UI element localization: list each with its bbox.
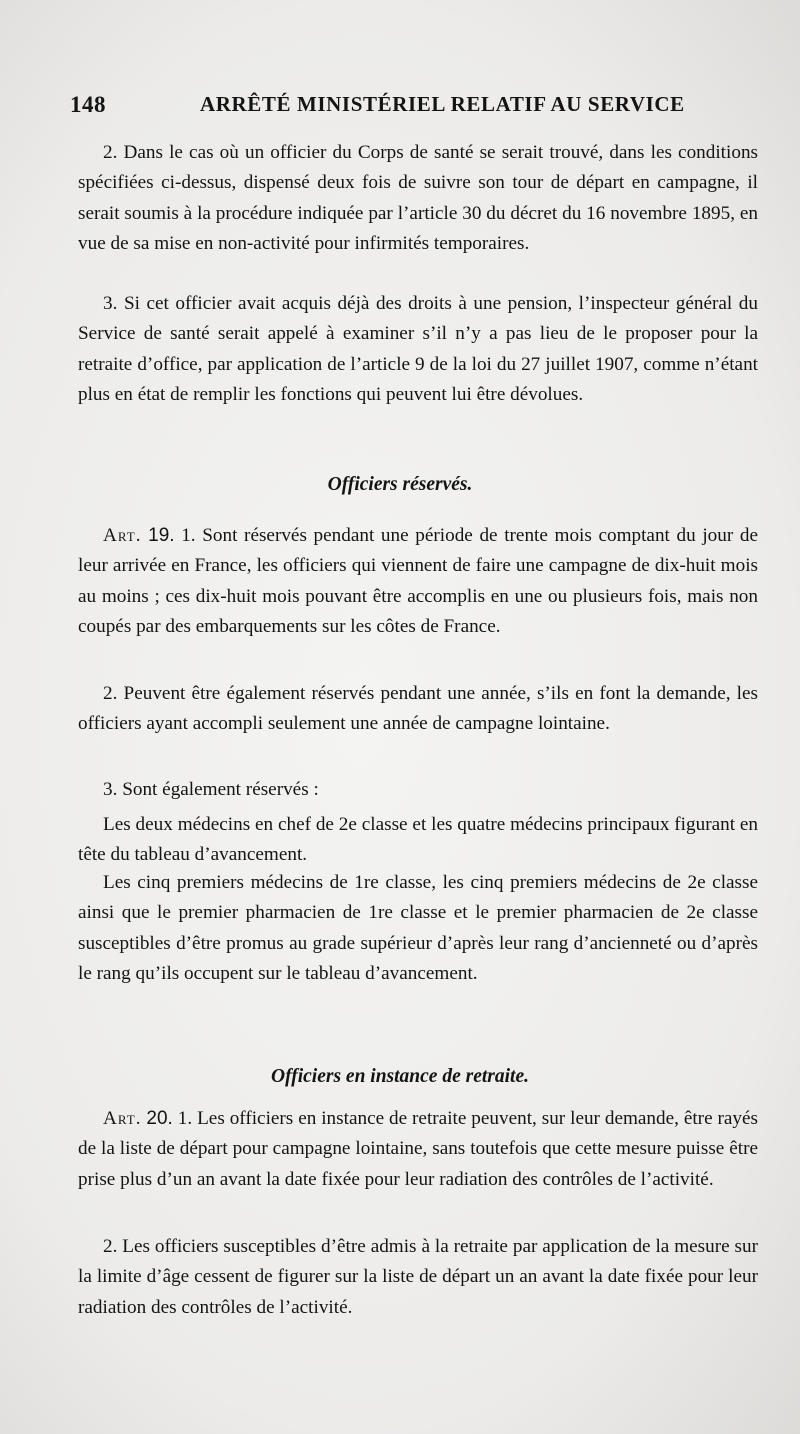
article-19-paragraph-3: 3. Sont également réservés : [103, 779, 319, 800]
page-number: 148 [70, 92, 106, 117]
article-label: Art. [103, 1108, 142, 1129]
section-heading-officiers-reserves: Officiers réservés. [327, 474, 473, 495]
article-19-paragraph-5: Les cinq premiers médecins de 1re classe, les cinq premiers médecins de 2e classe ainsi que le premier pharmacien de 1re classe et le premier pharmacien de 2e classe susceptibles d’être promus au grade supérieur d’après leur rang d’ancienneté ou d’après le rang qu’ils occupent sur le tableau d’avancement. [78, 872, 758, 984]
paragraph-2: 2. Dans le cas où un officier du Corps de santé se serait trouvé, dans les conditions spécifiées ci-dessus, dispensé deux fois de suivre son tour de départ en campagne, il serait soumis à la procédure indiquée par l’article 30 du décret du 16 novembre 1895, en vue de sa mise en non-activité pour infirmités temporaires. [78, 142, 758, 254]
paragraph-3: 3. Si cet officier avait acquis déjà des droits à une pension, l’inspecteur général du Service de santé serait appelé à examiner s’il n’y a pas lieu de le proposer pour la retraite d’office, par application de l’article 9 de la loi du 27 juillet 1907, comme n’étant plus en état de remplir les fonctions qui peuvent lui être dévolues. [78, 293, 758, 405]
article-number: 20. [146, 1108, 173, 1129]
article-number: 19. [148, 525, 175, 546]
section-heading-officiers-en-instance: Officiers en instance de retraite. [271, 1066, 529, 1087]
article-20-text: 1. Les officiers en instance de retraite peuvent, sur leur demande, être rayés de la liste de départ pour campagne lointaine, sans toutefois que cette mesure puisse être prise plus d’un an avant la date fixée pour leur radiation des contrôles de l’activité. [78, 1108, 758, 1190]
article-20-paragraph-1 [78, 1104, 758, 1195]
article-label: Art. [103, 525, 142, 546]
article-19-text: 1. Sont réservés pendant une période de trente mois comptant du jour de leur arrivée en France, les officiers qui viennent de faire une campagne de dix-huit mois au moins ; ces dix-huit mois pouvant être accomplis en une ou plusieurs fois, mais non coupés par des embarquements sur les côtes de France. [78, 525, 759, 637]
page-header [70, 92, 730, 122]
article-19-paragraph-4: Les deux médecins en chef de 2e classe et les quatre médecins principaux figurant en tête du tableau d’avancement. [78, 814, 758, 866]
article-20-paragraph-2: 2. Les officiers susceptibles d’être admis à la retraite par application de la mesure sur la limite d’âge cessent de figurer sur la liste de départ un an avant la date fixée pour leur radiation des contrôles de l’activité. [78, 1236, 758, 1318]
article-19-paragraph-2: 2. Peuvent être également réservés pendant une année, s’ils en font la demande, les officiers ayant accompli seulement une année de campagne lointaine. [78, 683, 758, 735]
article-19-paragraph-1 [78, 521, 758, 642]
running-head: ARRÊTÉ MINISTÉRIEL RELATIF AU SERVICE [200, 92, 685, 116]
